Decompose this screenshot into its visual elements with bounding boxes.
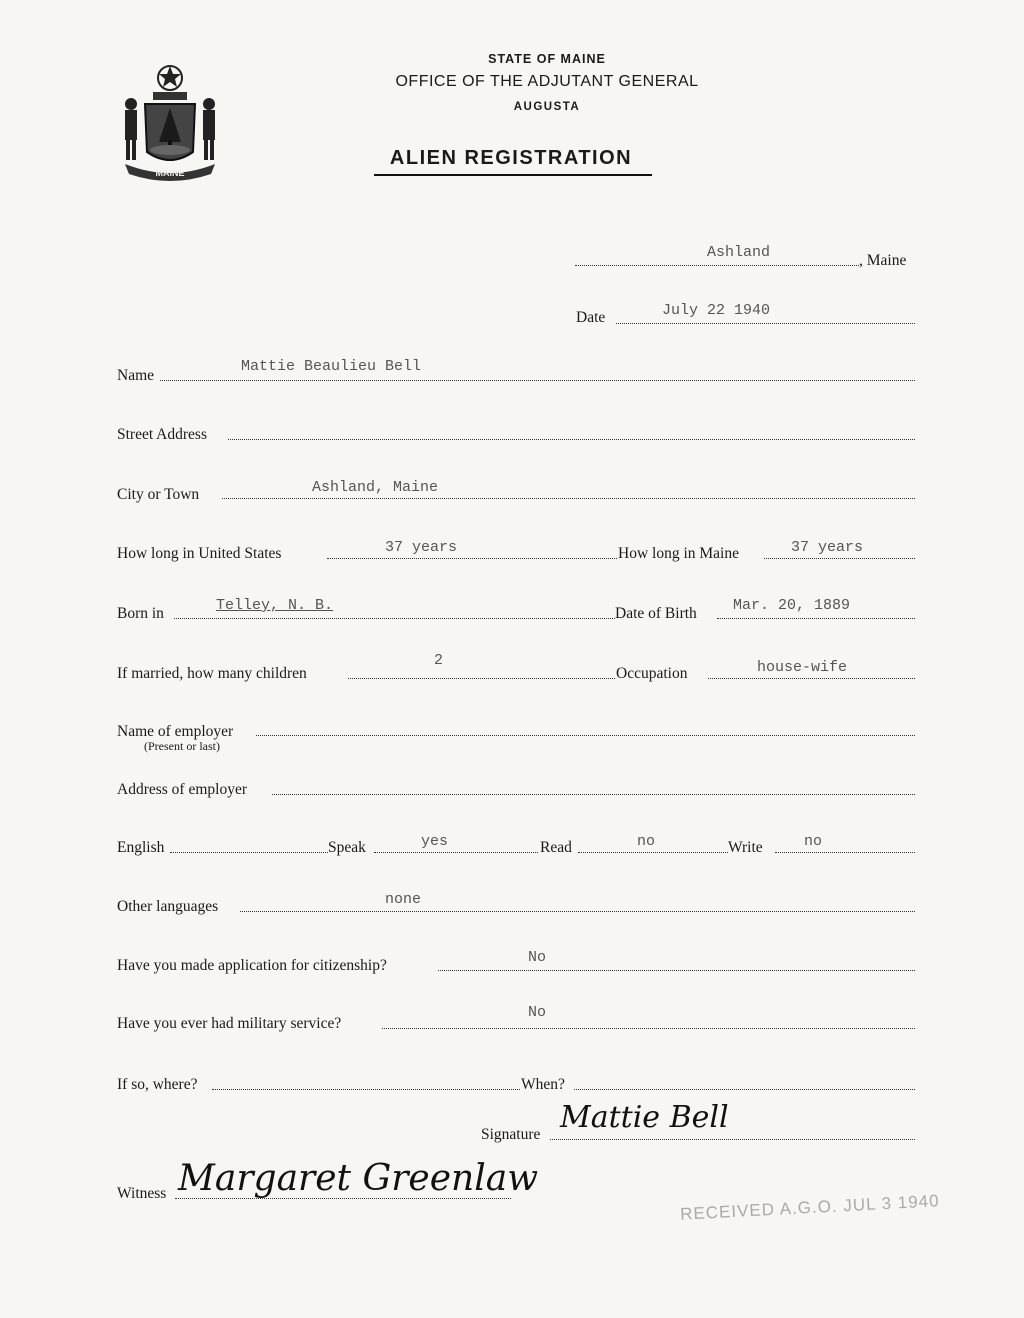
write-value: no — [804, 833, 823, 850]
seal-banner-text: MAINE — [155, 168, 185, 178]
citizenship-label: Have you made application for citizenship? — [117, 957, 387, 974]
children-value: 2 — [434, 652, 444, 669]
children-line — [348, 677, 615, 679]
name-label: Name — [117, 367, 155, 384]
us-duration-label: How long in United States — [117, 545, 282, 562]
name-line — [160, 379, 915, 381]
born-label: Born in — [117, 605, 164, 622]
military-label: Have you ever had military service? — [117, 1015, 342, 1032]
title-underline — [374, 174, 652, 176]
witness-signature: Margaret Greenlaw — [178, 1158, 539, 1199]
citizenship-value: No — [528, 949, 547, 966]
maine-duration-line — [764, 557, 915, 559]
header-office: OFFICE OF THE ADJUTANT GENERAL — [395, 73, 699, 90]
header-state: STATE OF MAINE — [488, 52, 606, 66]
english-line — [170, 851, 328, 853]
maine-duration-label: How long in Maine — [618, 545, 739, 562]
received-stamp: RECEIVED A.G.O. JUL 3 1940 — [679, 1191, 940, 1224]
date-line — [616, 322, 915, 324]
employer-label: Name of employer — [117, 723, 234, 740]
when-line — [574, 1088, 915, 1090]
speak-label: Speak — [328, 839, 366, 856]
maine-duration-value: 37 years — [791, 539, 864, 556]
read-line — [578, 851, 728, 853]
city-line — [222, 497, 915, 499]
citizenship-line — [438, 969, 915, 971]
town-line — [575, 264, 859, 266]
occupation-line — [708, 677, 915, 679]
dob-line — [717, 617, 915, 619]
other-languages-label: Other languages — [117, 898, 219, 915]
employer-sublabel: (Present or last) — [144, 739, 220, 753]
town-value: Ashland — [707, 244, 771, 261]
occupation-value: house-wife — [757, 659, 848, 676]
read-value: no — [637, 833, 656, 850]
us-duration-value: 37 years — [385, 539, 458, 556]
where-line — [212, 1088, 520, 1090]
date-label: Date — [576, 309, 606, 326]
date-value: July 22 1940 — [662, 302, 771, 319]
speak-value: yes — [421, 833, 449, 850]
other-languages-value: none — [385, 891, 422, 908]
witness-label: Witness — [117, 1185, 167, 1202]
born-value: Telley, N. B. — [216, 597, 334, 614]
name-value: Mattie Beaulieu Bell — [241, 358, 422, 375]
military-value: No — [528, 1004, 547, 1021]
read-label: Read — [540, 839, 572, 856]
signature-line — [550, 1138, 915, 1140]
signature-value: Mattie Bell — [560, 1100, 729, 1135]
signature-label: Signature — [481, 1126, 541, 1143]
us-duration-line — [327, 557, 617, 559]
speak-line — [374, 851, 538, 853]
town-state-label: , Maine — [859, 252, 907, 269]
employer-address-label: Address of employer — [117, 781, 247, 798]
where-label: If so, where? — [117, 1076, 198, 1093]
city-label: City or Town — [117, 486, 200, 503]
form-title: ALIEN REGISTRATION — [389, 147, 633, 169]
children-label: If married, how many children — [117, 665, 307, 682]
street-label: Street Address — [117, 426, 207, 443]
street-line — [228, 438, 915, 440]
other-languages-line — [240, 910, 915, 912]
english-label: English — [117, 839, 165, 856]
employer-line — [256, 734, 915, 736]
city-value: Ashland, Maine — [312, 479, 439, 496]
born-line — [174, 617, 615, 619]
write-line — [775, 851, 915, 853]
header-city: AUGUSTA — [513, 101, 581, 113]
dob-value: Mar. 20, 1889 — [733, 597, 851, 614]
military-line — [382, 1027, 915, 1029]
write-label: Write — [728, 839, 763, 856]
dob-label: Date of Birth — [615, 605, 697, 622]
when-label: When? — [521, 1076, 565, 1093]
occupation-label: Occupation — [616, 665, 688, 682]
employer-address-line — [272, 793, 915, 795]
